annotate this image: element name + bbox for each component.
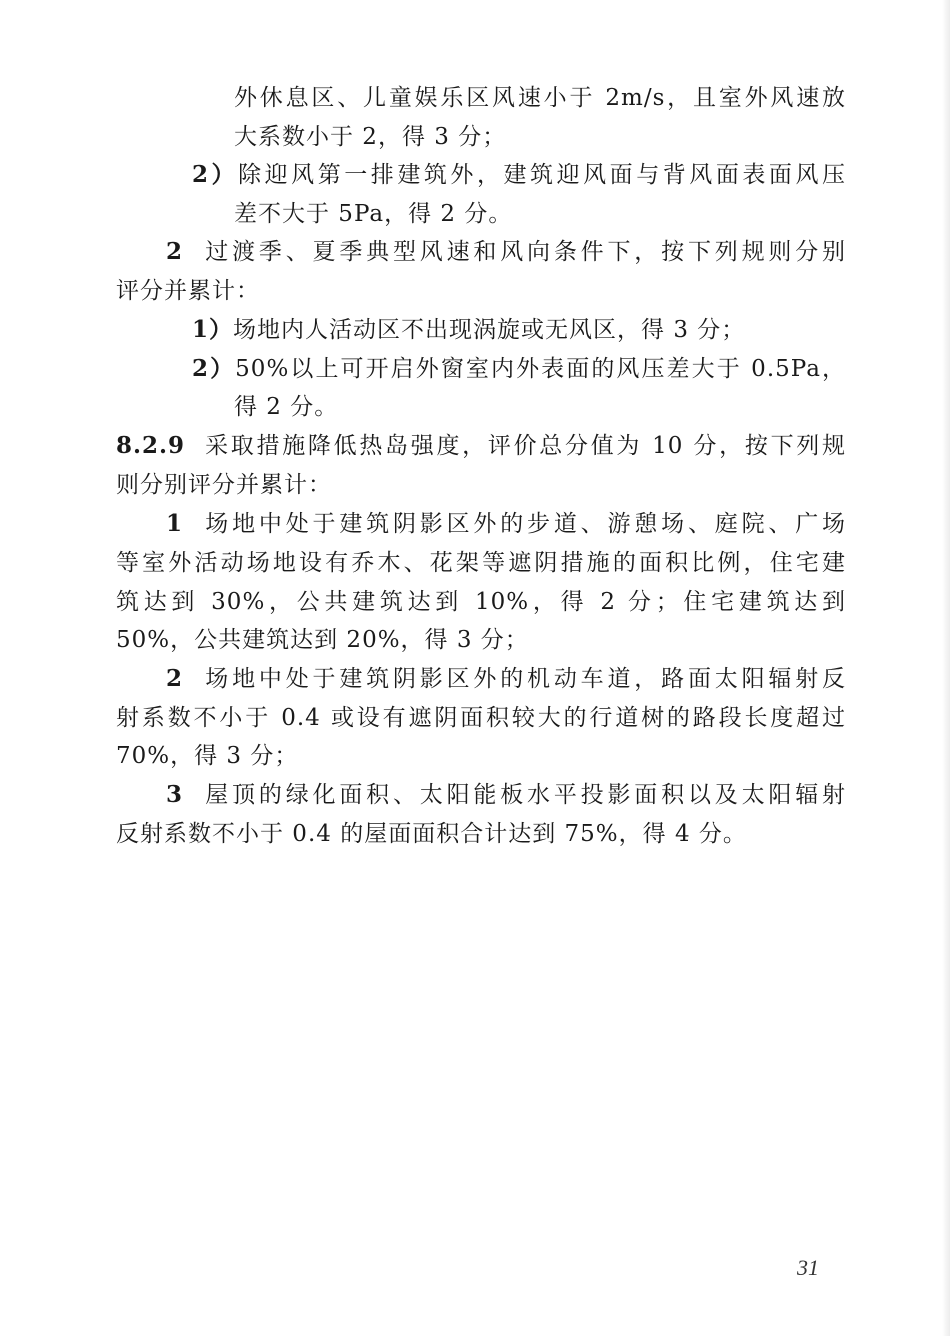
line-text: 反射系数不小于 0.4 的屋面面积合计达到 75%，得 4 分。: [116, 821, 747, 847]
item-number: 2）: [192, 161, 239, 188]
line-text: 50%，公共建筑达到 20%，得 3 分；: [116, 627, 529, 653]
item-number: 1: [166, 510, 184, 537]
line-text: 射系数不小于 0.4 或设有遮阴面积较大的行道树的路段长度超过: [116, 705, 846, 731]
text-line: [116, 465, 332, 505]
text-line: [192, 349, 846, 389]
line-text: 场地中处于建筑阴影区外的步道、游憩场、庭院、广场: [205, 511, 847, 537]
item-number: 3: [166, 781, 184, 808]
text-line: [166, 659, 846, 699]
line-text: 场地中处于建筑阴影区外的机动车道，路面太阳辐射反: [205, 666, 847, 692]
line-text: 70%，得 3 分；: [116, 743, 299, 769]
line-text: 等室外活动场地设有乔木、花架等遮阴措施的面积比例，住宅建: [116, 550, 846, 576]
text-line: [116, 620, 529, 660]
line-text: 评分并累计：: [116, 278, 260, 304]
item-number: 2）: [192, 355, 236, 382]
text-line: [116, 814, 747, 854]
text-line: [116, 271, 260, 311]
line-text: 过渡季、夏季典型风速和风向条件下，按下列规则分别: [205, 239, 847, 265]
text-line: [234, 194, 512, 234]
item-number: 2: [166, 238, 184, 265]
line-text: 大系数小于 2，得 3 分；: [234, 124, 507, 150]
text-line: [166, 775, 846, 815]
line-text: 场地内人活动区不出现涡旋或无风区，得 3 分；: [233, 317, 746, 343]
text-line: [116, 582, 846, 622]
item-number: 2: [166, 665, 184, 692]
text-line: [234, 117, 506, 157]
text-line: [192, 155, 846, 195]
line-text: 筑达到 30%，公共建筑达到 10%，得 2 分；住宅建筑达到: [116, 589, 846, 615]
page-number: 31: [797, 1255, 819, 1280]
line-text: 得 2 分。: [234, 394, 339, 420]
line-text: 外休息区、儿童娱乐区风速小于 2m/s，且室外风速放: [234, 85, 846, 111]
text-line: [116, 698, 846, 738]
section-number: 8.2.9: [116, 432, 186, 459]
line-text: 差不大于 5Pa，得 2 分。: [234, 201, 513, 227]
page-edge-shadow: [942, 0, 950, 1336]
text-line: [166, 232, 846, 272]
text-line: [116, 426, 846, 466]
line-text: 50%以上可开启外窗室内外表面的风压差大于 0.5Pa，: [235, 356, 846, 382]
text-line: [234, 78, 846, 118]
text-line: [116, 543, 846, 583]
item-number: 1）: [192, 316, 234, 343]
text-line: [166, 504, 846, 544]
line-text: 采取措施降低热岛强度，评价总分值为 10 分，按下列规: [205, 433, 847, 459]
text-line: [192, 310, 745, 350]
line-text: 屋顶的绿化面积、太阳能板水平投影面积以及太阳辐射: [205, 782, 847, 808]
line-text: 除迎风第一排建筑外，建筑迎风面与背风面表面风压: [238, 162, 846, 188]
text-line: [116, 736, 298, 776]
text-line: [234, 387, 338, 427]
line-text: 则分别评分并累计：: [116, 472, 332, 498]
